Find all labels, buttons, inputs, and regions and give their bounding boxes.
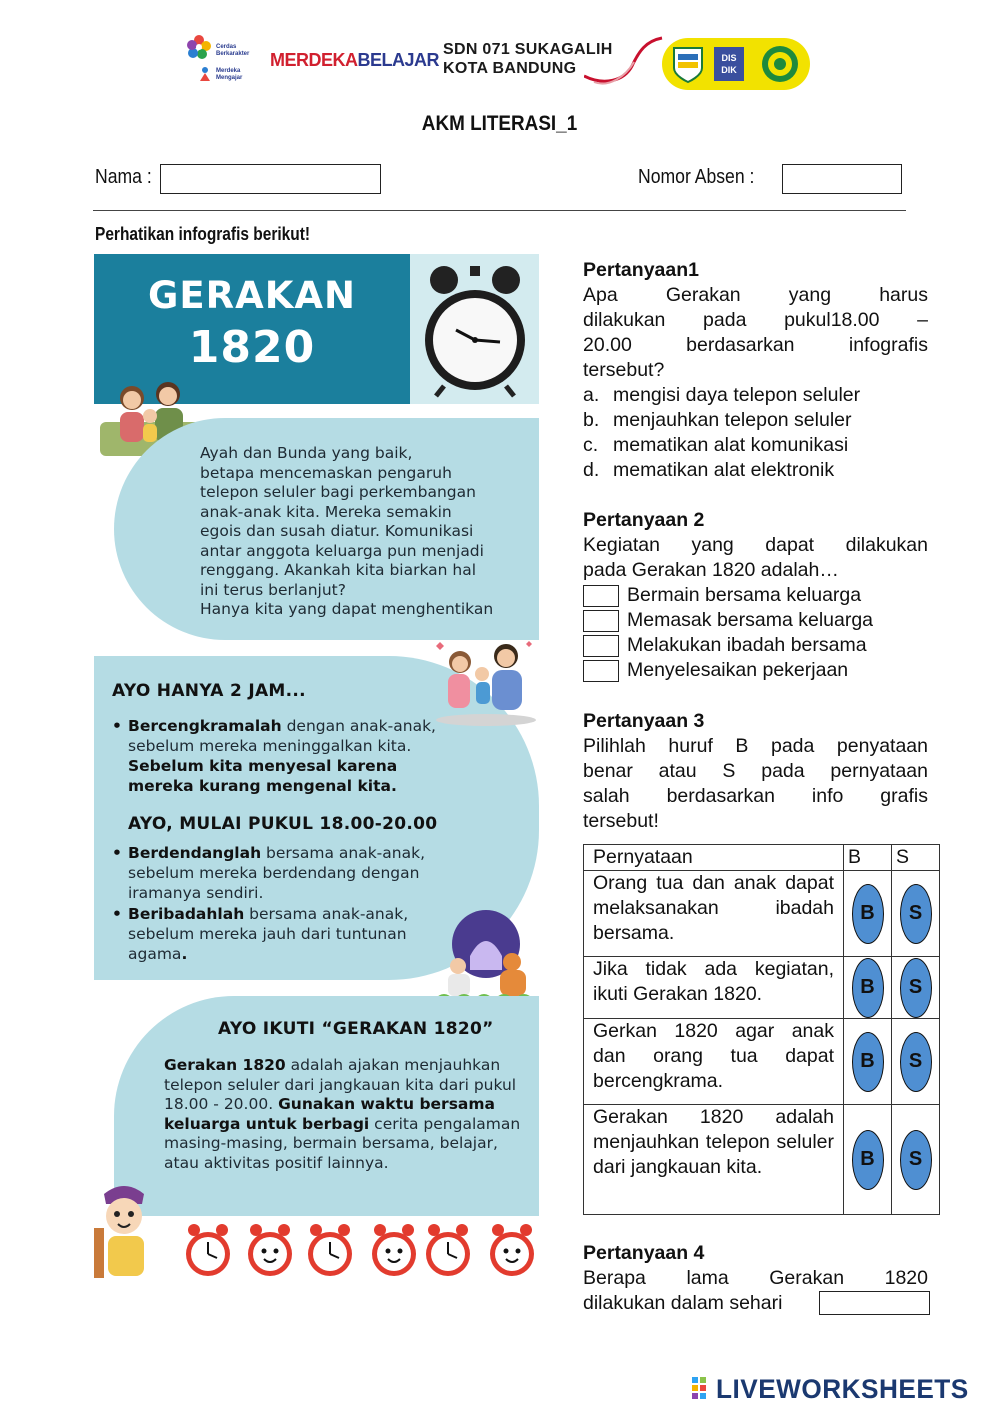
header-pernyataan: Pernyataan: [584, 845, 844, 871]
question-text-line: tersebut!: [583, 810, 659, 832]
red-clock-icon: [306, 1222, 354, 1280]
statement-cell: Gerkan 1820 agar anak dan orang tua dapat bercengkrama.: [584, 1019, 844, 1105]
s-cell: [892, 957, 940, 1019]
question-text-line: pada Gerakan 1820 adalah…: [583, 559, 839, 581]
page-title: AKM LITERASI_1: [421, 112, 578, 135]
name-input[interactable]: [160, 164, 381, 194]
smiling-clock-icon: [370, 1222, 418, 1280]
table-row: [584, 1105, 940, 1215]
question-2: [583, 508, 928, 683]
smiling-clock-icon: [246, 1222, 294, 1280]
bullet-item: • Beribadahlah bersama anak-anak, sebelum mereka jauh dari tuntunan agama.: [110, 904, 462, 964]
b-cell: [844, 1019, 892, 1105]
family-hug-icon: [426, 636, 538, 726]
absen-label: Nomor Absen :: [638, 166, 755, 188]
section2-heading: AYO, MULAI PUKUL 18.00-20.00: [128, 814, 438, 834]
q1-option-a[interactable]: a. mengisi daya telepon seluler: [583, 384, 861, 406]
bandung-emblem-icon: [668, 44, 708, 84]
section2-list: [110, 843, 462, 965]
checkbox[interactable]: [583, 635, 619, 657]
infographic: [94, 254, 539, 1284]
clock-row: [184, 1222, 539, 1280]
s-cell: [892, 1019, 940, 1105]
question-text-line: tersebut?: [583, 359, 665, 381]
b-option-button[interactable]: B: [852, 1130, 884, 1190]
s-cell: [892, 871, 940, 957]
duration-answer-input[interactable]: [819, 1291, 930, 1315]
s-cell: [892, 1105, 940, 1215]
table-row: [584, 1019, 940, 1105]
name-label: Nama :: [95, 166, 152, 188]
q1-option-d[interactable]: d. mematikan alat elektronik: [583, 459, 835, 481]
question-text-line: Kegiatan yang dapat dilakukan: [583, 534, 928, 556]
red-clock-icon: [184, 1222, 232, 1280]
q2-option-1: Bermain bersama keluarga: [583, 583, 928, 608]
instruction: Perhatikan infografis berikut!: [95, 224, 311, 244]
red-clock-icon: [424, 1222, 472, 1280]
question-text-line: benar atau S pada pernyataan: [583, 760, 928, 782]
disdik-logo: DIS DIK: [714, 47, 744, 81]
infographic-title-line2: 1820: [188, 322, 316, 373]
statement-cell: Orang tua dan anak dapat melaksanakan ibadah bersama.: [584, 871, 844, 957]
school-emblem-icon: [760, 44, 800, 84]
emblem-panel: [662, 38, 810, 90]
q2-option-2: Memasak bersama keluarga: [583, 608, 928, 633]
b-option-button[interactable]: B: [852, 1032, 884, 1092]
b-cell: [844, 957, 892, 1019]
q1-option-b[interactable]: b. menjauhkan telepon seluler: [583, 409, 852, 431]
merdeka-mengajar-icon: [198, 66, 212, 82]
q2-option-4: Menyelesaikan pekerjaan: [583, 658, 928, 683]
statement-cell: Gerakan 1820 adalah menjauhkan telepon seluler dari jangkauan kita.: [584, 1105, 844, 1215]
absen-input[interactable]: [782, 164, 902, 194]
table-header-row: [584, 845, 940, 871]
section1-heading: AYO HANYA 2 JAM...: [112, 681, 306, 701]
question-text-line: salah berdasarkan info grafis: [583, 785, 928, 807]
header-b: B: [844, 845, 892, 871]
school-header: [186, 30, 816, 96]
b-option-button[interactable]: B: [852, 958, 884, 1018]
question-text-line: Pilihlah huruf B pada penyataan: [583, 735, 928, 757]
question-text-line: dilakukan pada pukul18.00 –: [583, 309, 928, 331]
q1-option-c[interactable]: c. mematikan alat komunikasi: [583, 434, 849, 456]
bullet-item: • Berdendanglah bersama anak-anak, sebelum mereka berdendang dengan iramanya sendiri.: [110, 843, 462, 903]
question-1-heading: Pertanyaan1: [583, 259, 699, 281]
question-3-heading: Pertanyaan 3: [583, 710, 705, 732]
question-text-line: Berapa lama Gerakan 1820: [583, 1267, 928, 1289]
b-cell: [844, 871, 892, 957]
question-text-line: Apa Gerakan yang harus: [583, 284, 928, 306]
cerdas-berkarakter-logo: Cerdas Berkarakter: [216, 44, 250, 57]
alarm-clock-icon: [416, 262, 534, 398]
question-text-line: dilakukan dalam sehari: [583, 1292, 783, 1314]
boy-illustration-icon: [94, 1178, 150, 1278]
header-s: S: [892, 845, 940, 871]
bullet-item: • Bercengkramalah dengan anak-anak, sebelum mereka meninggalkan kita. Sebelum kita menyesal karena mereka kurang mengenal kita.: [110, 716, 460, 796]
checkbox[interactable]: [583, 585, 619, 607]
q2-option-3: Melakukan ibadah bersama: [583, 633, 928, 658]
checkbox[interactable]: [583, 660, 619, 682]
gerakan-text: Gerakan 1820 adalah ajakan menjauhkan telepon seluler dari jangkauan kita dari pukul 18.00 - 20.00. Gunakan waktu bersama keluarga untuk berbagi cerita pengalaman masing-masing, bermain bersama, belajar, atau aktivitas positif lainnya.: [164, 1056, 521, 1172]
s-option-button[interactable]: S: [900, 958, 932, 1018]
infographic-title-line1: GERAKAN: [147, 274, 357, 317]
question-4-heading: Pertanyaan 4: [583, 1242, 705, 1264]
clock-panel: [410, 254, 539, 404]
question-text-line: 20.00 berdasarkan infografis: [583, 334, 928, 356]
question-3: [583, 709, 928, 834]
table-row: [584, 871, 940, 957]
liveworksheets-brand: LIVEWORKSHEETS: [716, 1374, 969, 1404]
s-option-button[interactable]: S: [900, 1032, 932, 1092]
liveworksheets-logo-icon: [692, 1377, 714, 1401]
section3-heading: AYO IKUTI “GERAKAN 1820”: [218, 1019, 494, 1039]
b-option-button[interactable]: B: [852, 884, 884, 944]
s-option-button[interactable]: S: [900, 884, 932, 944]
section1-list: [110, 716, 460, 797]
checkbox[interactable]: [583, 610, 619, 632]
question-2-heading: Pertanyaan 2: [583, 509, 705, 531]
school-name: SDN 071 SUKAGALIH KOTA BANDUNG: [443, 41, 613, 77]
merdeka-mengajar-logo: Merdeka Mengajar: [216, 68, 243, 81]
praying-family-icon: [430, 904, 538, 1004]
s-option-button[interactable]: S: [900, 1130, 932, 1190]
flower-logo-icon: [186, 34, 212, 60]
divider: [93, 210, 906, 211]
smiling-clock-icon: [488, 1222, 536, 1280]
b-cell: [844, 1105, 892, 1215]
merdeka-belajar-logo: MERDEKABELAJAR: [270, 50, 440, 70]
statement-cell: Jika tidak ada kegiatan, ikuti Gerakan 1820.: [584, 957, 844, 1019]
intro-text: Ayah dan Bunda yang baik, betapa mencemaskan pengaruh telepon seluler bagi perkembangan anak-anak kita. Mereka semakin egois dan susah diatur. Komunikasi antar anggota keluarga pun menjadi renggang. Akankah kita biarkan hal ini terus berlanjut? Hanya kita yang dapat menghentikan: [200, 444, 494, 618]
question-1: [583, 258, 928, 483]
table-row: [584, 957, 940, 1019]
red-ribbon-icon: [584, 36, 664, 86]
true-false-table: [583, 844, 940, 1215]
